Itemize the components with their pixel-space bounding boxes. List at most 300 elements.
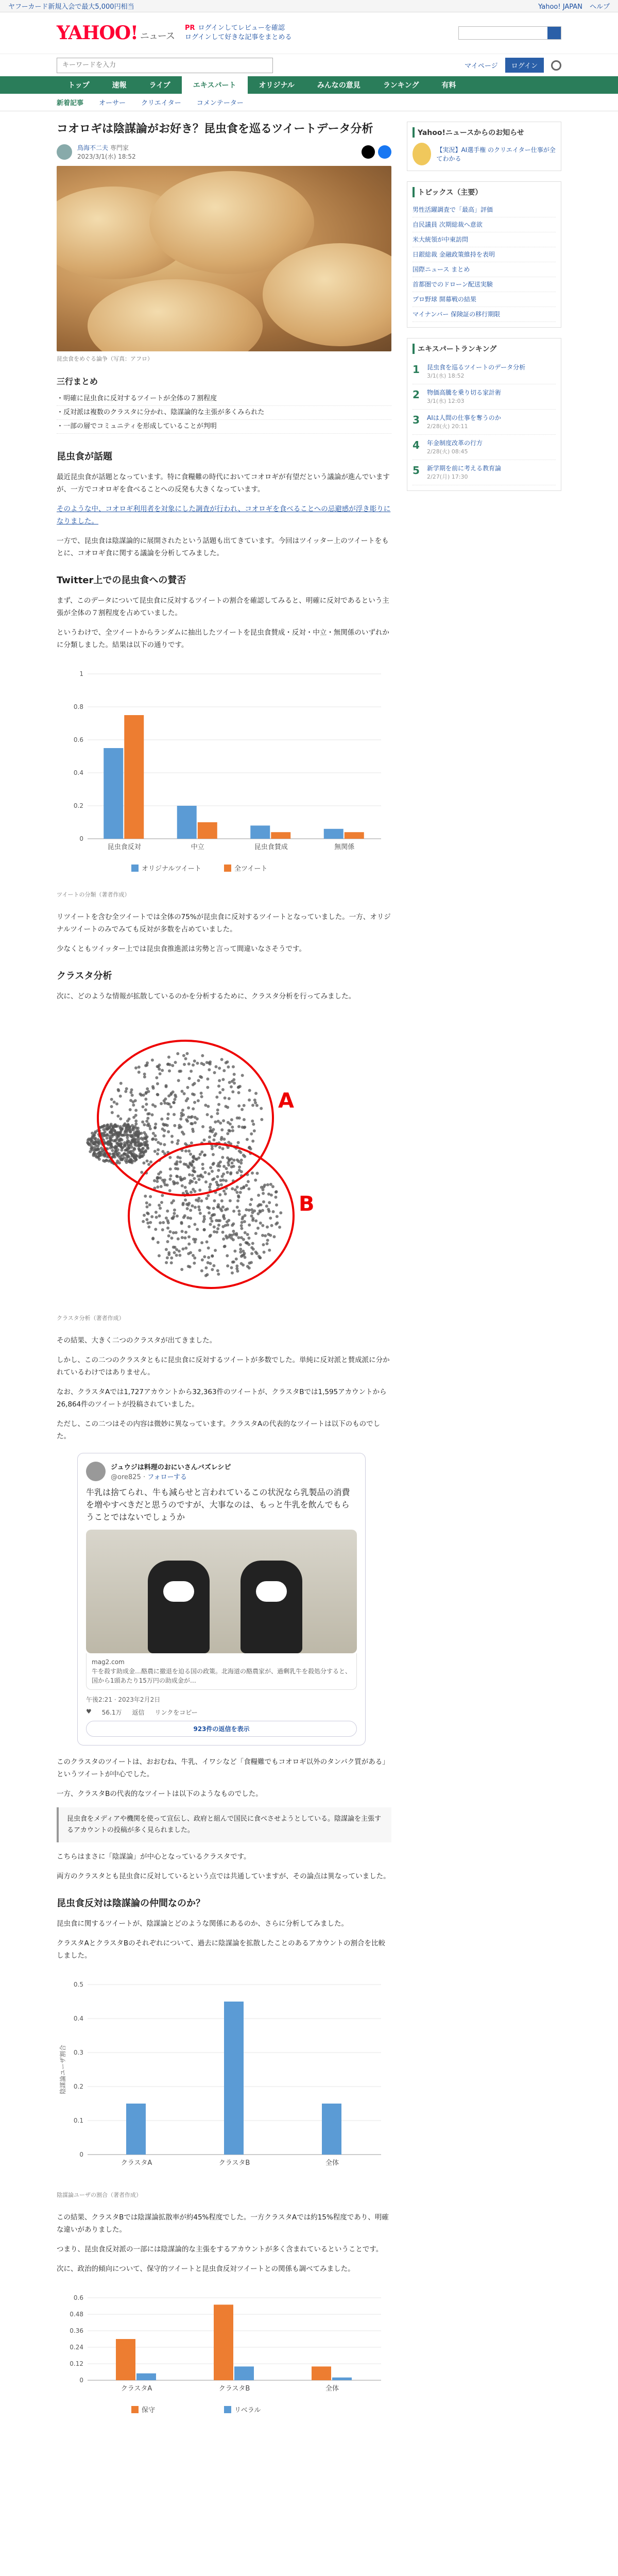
nav-opinion[interactable]: みんなの意見 [317, 81, 360, 90]
author-name[interactable]: 鳥海不二夫 [77, 144, 109, 151]
topic-item[interactable]: 国際ニュース まとめ [413, 262, 556, 277]
network-node [260, 1107, 263, 1110]
network-node [248, 1089, 251, 1092]
network-node [163, 1143, 166, 1146]
network-node [208, 1061, 211, 1064]
network-node [248, 1146, 251, 1149]
ranking-item[interactable]: 3 AIは人間の仕事を奪うのか 2/28(火) 20:11 [413, 410, 556, 435]
network-node [197, 1197, 200, 1200]
network-node [194, 1206, 197, 1209]
network-node [147, 1225, 150, 1228]
network-node [181, 1109, 184, 1112]
network-node [236, 1171, 239, 1174]
network-node [246, 1233, 249, 1236]
network-node [140, 1171, 143, 1174]
network-node [222, 1069, 226, 1072]
network-node [266, 1239, 269, 1242]
network-node [230, 1165, 233, 1168]
article-meta [57, 143, 391, 161]
network-node [167, 1253, 170, 1256]
yahoo-news-logo[interactable]: YAHOO! ニュース [57, 22, 175, 44]
network-node [203, 1154, 206, 1157]
network-node [239, 1151, 243, 1154]
network-node [174, 1061, 177, 1064]
network-node [244, 1214, 247, 1217]
tweet-link-card[interactable] [86, 1653, 357, 1690]
network-node [121, 1146, 124, 1149]
network-node [187, 1106, 190, 1109]
author-avatar[interactable] [57, 144, 72, 160]
network-node [239, 1161, 243, 1164]
ranking-item[interactable]: 1 昆虫食を巡るツイートのデータ分析 3/1(水) 18:52 [413, 359, 556, 384]
paragraph: こちらはまさに「陰謀論」が中心となっているクラスタです。 [57, 1853, 251, 1861]
topic-item[interactable]: 首都圏でのドローン配送実験 [413, 277, 556, 292]
subnav-creators[interactable]: クリエイター [141, 99, 181, 107]
network-node [234, 1188, 237, 1191]
network-node [156, 1093, 159, 1096]
article-main [57, 122, 391, 2429]
tweet-time[interactable]: 午後2:21 · 2023年2月2日 [86, 1696, 161, 1703]
network-node [170, 1261, 173, 1264]
network-node [220, 1128, 224, 1131]
network-node [220, 1183, 223, 1187]
network-node [235, 1264, 238, 1267]
network-node [159, 1207, 162, 1210]
cluster-a-label: A [278, 1089, 294, 1113]
network-node [171, 1091, 175, 1094]
sidebar-notice [407, 122, 561, 171]
network-node [218, 1066, 221, 1070]
notice-thumbnail[interactable] [413, 143, 431, 165]
tweet-author[interactable]: ジュウジは料理のおにいさんバズレシピ [111, 1464, 231, 1471]
network-node [181, 1131, 184, 1134]
network-node [255, 1104, 259, 1107]
network-node [152, 1132, 155, 1135]
topic-item[interactable]: 日銀総裁 金融政策維持を表明 [413, 247, 556, 262]
network-node [264, 1234, 267, 1238]
paragraph: というわけで、全ツイートからランダムに抽出したツイートを昆虫食賛成・反対・中立・無関係のいずれかに分類しました。結果は以下の通りです。 [57, 629, 389, 649]
login-save-link[interactable]: ログインして好きな記事をまとめる [184, 33, 292, 41]
subnav-authors[interactable]: オーサー [99, 99, 126, 107]
network-node [247, 1188, 250, 1191]
facebook-share-icon[interactable] [378, 145, 391, 159]
network-node [229, 1199, 232, 1202]
network-node [193, 1170, 196, 1173]
network-node [191, 1205, 194, 1208]
heart-icon[interactable]: ♥ [86, 1708, 92, 1715]
network-node [207, 1261, 210, 1264]
network-node [93, 1137, 96, 1140]
login-button[interactable]: ログイン [505, 58, 544, 73]
nav-live[interactable]: ライブ [149, 81, 170, 90]
network-node [262, 1192, 265, 1195]
network-node [166, 1227, 169, 1230]
topic-item[interactable]: 米大統領が中東訪問 [413, 232, 556, 247]
network-node [187, 1225, 191, 1228]
network-node [241, 1074, 244, 1077]
login-review-link[interactable]: ログインしてレビューを確認 [198, 24, 285, 32]
network-node [144, 1108, 147, 1111]
pr-label: PR [184, 24, 195, 32]
network-node [217, 1224, 220, 1227]
network-node [206, 1077, 209, 1080]
network-node [221, 1231, 225, 1234]
network-node [156, 1153, 159, 1156]
network-node [187, 1235, 191, 1239]
network-node [245, 1184, 248, 1187]
network-node [243, 1126, 246, 1129]
network-node [222, 1238, 225, 1241]
section-heading: Twitter上での昆虫食への賛否 [57, 575, 186, 586]
paragraph: まず、このデータについて昆虫食に反対するツイートの割合を確認してみると、明確に反対であるという主張が全体の７割程度を占めていました。 [57, 597, 389, 617]
network-node [119, 1117, 122, 1121]
network-node [134, 1120, 138, 1123]
network-node [184, 1247, 187, 1250]
help-link[interactable]: ヘルプ [589, 3, 610, 11]
network-node [247, 1236, 250, 1240]
network-node [221, 1088, 225, 1091]
network-node [118, 1143, 122, 1146]
network-node [241, 1108, 244, 1111]
network-node [250, 1132, 253, 1136]
network-node [202, 1063, 205, 1066]
network-node [266, 1226, 269, 1229]
network-node [237, 1194, 240, 1197]
show-replies-button[interactable]: 923件の返信を表示 [86, 1721, 357, 1737]
network-node [269, 1234, 272, 1237]
network-node [161, 1127, 164, 1130]
network-node [198, 1189, 201, 1192]
network-node [242, 1249, 245, 1252]
network-node [198, 1178, 201, 1181]
summary-item: ・明確に昆虫食に反対するツイートが全体の７割程度 [57, 392, 391, 406]
network-node [151, 1113, 154, 1116]
ranking-item[interactable]: 4 年金制度改革の行方 2/28(火) 08:45 [413, 435, 556, 460]
network-node [261, 1234, 264, 1237]
network-node [138, 1149, 141, 1152]
main-nav [0, 76, 618, 94]
network-node [208, 1068, 211, 1071]
network-node [131, 1094, 134, 1097]
network-node [175, 1231, 178, 1234]
bar [250, 825, 270, 839]
network-node [126, 1141, 129, 1144]
tweet-image[interactable] [86, 1530, 357, 1653]
network-node [217, 1273, 220, 1276]
subnav-commentators[interactable]: コメンテーター [196, 99, 244, 107]
paragraph: なお、クラスタAでは1,727アカウントから32,363件のツイートが、クラスタBでは1,595アカウントから26,864件のツイートが投稿されていました。 [57, 1388, 387, 1409]
network-node [124, 1090, 127, 1093]
nav-original[interactable]: オリジナル [259, 81, 295, 90]
network-node [268, 1201, 271, 1204]
nav-paid[interactable]: 有料 [441, 81, 456, 90]
nav-expert[interactable]: エキスパート [182, 76, 248, 94]
embedded-tweet[interactable]: ジュウジは料理のおにいさんバズレシピ @ore825 · フォローする 牛乳は捨てられ、牛も減らせと言われているこの状況なら乳製品の消費を増やすべきだと思うのですが、大事なのは、もっと牛乳を飲んでもらうことではないでしょうか mag2.com 牛を殺す助成金…酪農に撤退を迫る国の政策。北海道の酪農家が、過剰乳牛を殺処分すると、国から1頭あたり15万円の助成金が… 午後2:21 · 2023年2月2日 ♥ 56.1万 返信 リンクをコピー 923件の返信を表示 [77, 1453, 366, 1745]
network-node [160, 1201, 163, 1204]
network-node [237, 1091, 241, 1094]
network-node [208, 1211, 211, 1214]
network-node [170, 1236, 173, 1240]
article-date: 2023/3/1(水) 18:52 [77, 153, 136, 160]
network-node [163, 1099, 166, 1103]
x-tick-label: 中立 [191, 843, 204, 851]
network-node [166, 1117, 169, 1120]
network-node [272, 1235, 276, 1239]
network-node [212, 1153, 215, 1156]
network-node [211, 1178, 214, 1181]
network-node [192, 1188, 195, 1191]
legend-label: 全ツイート [234, 865, 268, 873]
network-node [166, 1240, 169, 1243]
network-node [216, 1227, 219, 1230]
network-node [249, 1203, 252, 1206]
network-node [110, 1143, 113, 1146]
network-node [236, 1158, 239, 1161]
network-node [149, 1221, 152, 1224]
network-node [187, 1166, 190, 1169]
network-node [153, 1179, 156, 1182]
copy-link-button[interactable]: リンクをコピー [154, 1709, 198, 1716]
network-node [199, 1212, 202, 1215]
bar [324, 829, 344, 839]
topic-item[interactable]: 男性活躍調査で「最高」評価 [413, 202, 556, 217]
legend-swatch [224, 2406, 231, 2413]
top-bar [0, 0, 618, 12]
network-node [165, 1248, 168, 1251]
x-tick-label: クラスタA [121, 2159, 152, 2167]
network-node [213, 1230, 216, 1233]
network-node [219, 1122, 222, 1125]
network-node [149, 1127, 152, 1130]
network-node [138, 1137, 141, 1140]
topic-item[interactable]: 自民議員 次期総裁へ意欲 [413, 217, 556, 232]
network-node [227, 1163, 230, 1166]
paragraph-link[interactable]: そのような中、コオロギ利用者を対象にした調査が行われ、コオロギを食べることへの忌避感が浮き彫りになりました。 [57, 505, 391, 526]
network-node [192, 1107, 195, 1110]
network-node [175, 1248, 178, 1251]
network-node [237, 1210, 241, 1213]
network-node [166, 1256, 169, 1259]
y-tick-label: 0.2 [73, 2083, 83, 2090]
topic-item[interactable]: マイナンバー 保険証の移行期限 [413, 307, 556, 322]
network-node [139, 1092, 142, 1095]
network-node [221, 1225, 225, 1228]
summary-box [57, 375, 391, 434]
cluster-b-label: B [299, 1192, 315, 1216]
network-node [144, 1092, 147, 1095]
nav-top[interactable]: トップ [68, 81, 90, 90]
ranking-item[interactable]: 5 新学期を前に考える教育論 2/27(月) 17:30 [413, 460, 556, 485]
network-node [168, 1189, 171, 1192]
network-node [260, 1118, 263, 1121]
network-node [190, 1142, 193, 1145]
network-node [216, 1112, 219, 1115]
promo-link[interactable]: ヤフーカード新規入会で最大5,000円相当 [8, 3, 134, 11]
network-node [194, 1121, 197, 1124]
network-node [231, 1090, 234, 1093]
network-node [250, 1214, 253, 1217]
site-header [0, 12, 618, 54]
network-node [181, 1247, 184, 1250]
ranking-item[interactable]: 2 物価高騰を乗り切る家計術 3/1(水) 12:03 [413, 384, 556, 410]
network-node [230, 1118, 233, 1121]
network-node [209, 1223, 212, 1226]
network-node [239, 1248, 242, 1251]
network-node [183, 1063, 186, 1066]
network-node [207, 1256, 210, 1259]
network-node [146, 1159, 149, 1162]
network-node [259, 1256, 262, 1259]
network-node [270, 1224, 273, 1227]
network-node [230, 1086, 233, 1089]
network-node [201, 1125, 204, 1128]
bar [177, 806, 197, 839]
network-node [177, 1139, 180, 1142]
network-node [198, 1249, 201, 1252]
network-node [200, 1092, 203, 1095]
network-node [200, 1199, 203, 1202]
header-search-box[interactable] [458, 26, 561, 40]
subnav-new[interactable]: 新着記事 [57, 99, 84, 107]
network-node [106, 1137, 109, 1140]
network-node [168, 1063, 171, 1066]
network-node [168, 1156, 171, 1159]
network-node [209, 1217, 212, 1220]
summary-title: 三行まとめ [57, 377, 98, 386]
network-node [162, 1221, 165, 1224]
network-node [179, 1160, 182, 1163]
network-node [90, 1140, 93, 1143]
legend-label: オリジナルツイート [142, 865, 201, 873]
network-node [228, 1081, 231, 1084]
network-node [181, 1236, 184, 1239]
network-node [188, 1173, 191, 1176]
share-buttons [362, 145, 391, 159]
network-node [225, 1061, 228, 1064]
network-node [165, 1084, 168, 1087]
network-node [235, 1233, 238, 1236]
gear-icon[interactable] [551, 60, 561, 71]
network-node [193, 1082, 196, 1085]
network-node [186, 1216, 190, 1219]
network-node [198, 1208, 201, 1211]
tweet-classification-chart [57, 664, 391, 880]
network-node [180, 1268, 183, 1271]
network-node [184, 1186, 187, 1189]
network-node [237, 1105, 241, 1108]
y-tick-label: 0.8 [73, 703, 83, 710]
network-node [115, 1142, 118, 1145]
network-node [111, 1111, 114, 1114]
network-node [141, 1121, 144, 1124]
network-node [195, 1158, 198, 1161]
network-node [240, 1224, 243, 1227]
network-node [129, 1091, 132, 1094]
network-node [179, 1117, 182, 1121]
paragraph: 少なくともツイッター上では昆虫食推進派は劣勢と言って間違いなさそうです。 [57, 945, 306, 953]
y-tick-label: 0 [79, 2377, 83, 2384]
tweet-card-domain: mag2.com [92, 1658, 125, 1666]
tweet-follow-link[interactable]: フォローする [147, 1473, 187, 1481]
network-node [267, 1208, 270, 1211]
notice-link[interactable]: 【実況】AI選手権 のクリエイター仕事が全てわかる [436, 146, 556, 162]
y-tick-label: 0 [79, 2151, 83, 2158]
network-node [243, 1155, 246, 1158]
search-input[interactable] [57, 58, 273, 73]
topics-box [407, 181, 561, 328]
network-node [110, 1105, 113, 1108]
network-node [174, 1095, 177, 1098]
search-icon[interactable] [547, 27, 561, 39]
network-node [251, 1211, 254, 1214]
network-node [145, 1136, 148, 1139]
network-node [125, 1087, 128, 1090]
network-node [203, 1255, 206, 1258]
top-links [533, 1, 610, 11]
network-node [187, 1062, 191, 1065]
network-node [119, 1129, 123, 1132]
network-node [178, 1253, 181, 1257]
network-node [143, 1214, 146, 1217]
network-node [252, 1248, 255, 1251]
y-tick-label: 0.5 [73, 1981, 83, 1988]
network-node [197, 1206, 200, 1209]
network-node [167, 1130, 170, 1133]
network-node [212, 1264, 215, 1267]
network-node [192, 1155, 195, 1158]
network-node [240, 1159, 243, 1162]
network-node [209, 1166, 212, 1169]
tweet-text: 牛乳は捨てられ、牛も減らせと言われているこの状況なら乳製品の消費を増やすべきだと思うのですが、大事なのは、もっと牛乳を飲んでもらうことではないでしょうか [86, 1487, 350, 1522]
network-node [222, 1119, 225, 1122]
network-node [173, 1113, 176, 1116]
network-node [217, 1169, 220, 1172]
network-node [222, 1173, 225, 1176]
network-node [125, 1148, 128, 1151]
mypage-link[interactable]: マイページ [465, 62, 498, 70]
network-node [216, 1183, 219, 1186]
nav-ranking[interactable]: ランキング [383, 81, 419, 90]
paragraph: このクラスタのツイートは、おおむね、牛乳、イワシなど「食糧難でもコオロギ以外のタンパク質がある」というツイートが中心でした。 [57, 1758, 389, 1778]
network-node [200, 1241, 203, 1244]
network-node [217, 1103, 220, 1106]
paragraph: しかし、この二つのクラスタともに昆虫食に反対するツイートが多数でした。単純に反対派と賛成派に分かれているわけではありません。 [57, 1356, 390, 1377]
blockquote: 昆虫食をメディアや機関を使って宣伝し、政府と組んで国民に食べさせようとしている。陰謀論を主張するアカウントの投稿が多く見られました。 [57, 1807, 391, 1842]
network-node [227, 1129, 230, 1132]
network-node [127, 1123, 130, 1126]
network-node [146, 1117, 149, 1120]
network-node [248, 1209, 251, 1212]
network-node [144, 1195, 147, 1198]
bar [322, 2104, 341, 2155]
nav-breaking[interactable]: 速報 [112, 81, 127, 90]
network-node [238, 1085, 242, 1088]
topic-item[interactable]: プロ野球 開幕戦の結果 [413, 292, 556, 307]
network-node [221, 1078, 225, 1081]
network-node [188, 1265, 192, 1268]
notice-title: Yahoo!ニュースからのお知らせ [413, 127, 556, 138]
reply-button[interactable]: 返信 [132, 1709, 145, 1716]
network-node [100, 1146, 103, 1149]
tweet-avatar[interactable] [86, 1462, 106, 1481]
x-share-icon[interactable] [362, 145, 375, 159]
yahoo-japan-link[interactable]: Yahoo! JAPAN [538, 3, 582, 11]
network-node [270, 1194, 273, 1197]
network-node [115, 1138, 118, 1141]
network-node [186, 1086, 189, 1089]
network-node [161, 1194, 164, 1197]
network-node [235, 1258, 238, 1261]
